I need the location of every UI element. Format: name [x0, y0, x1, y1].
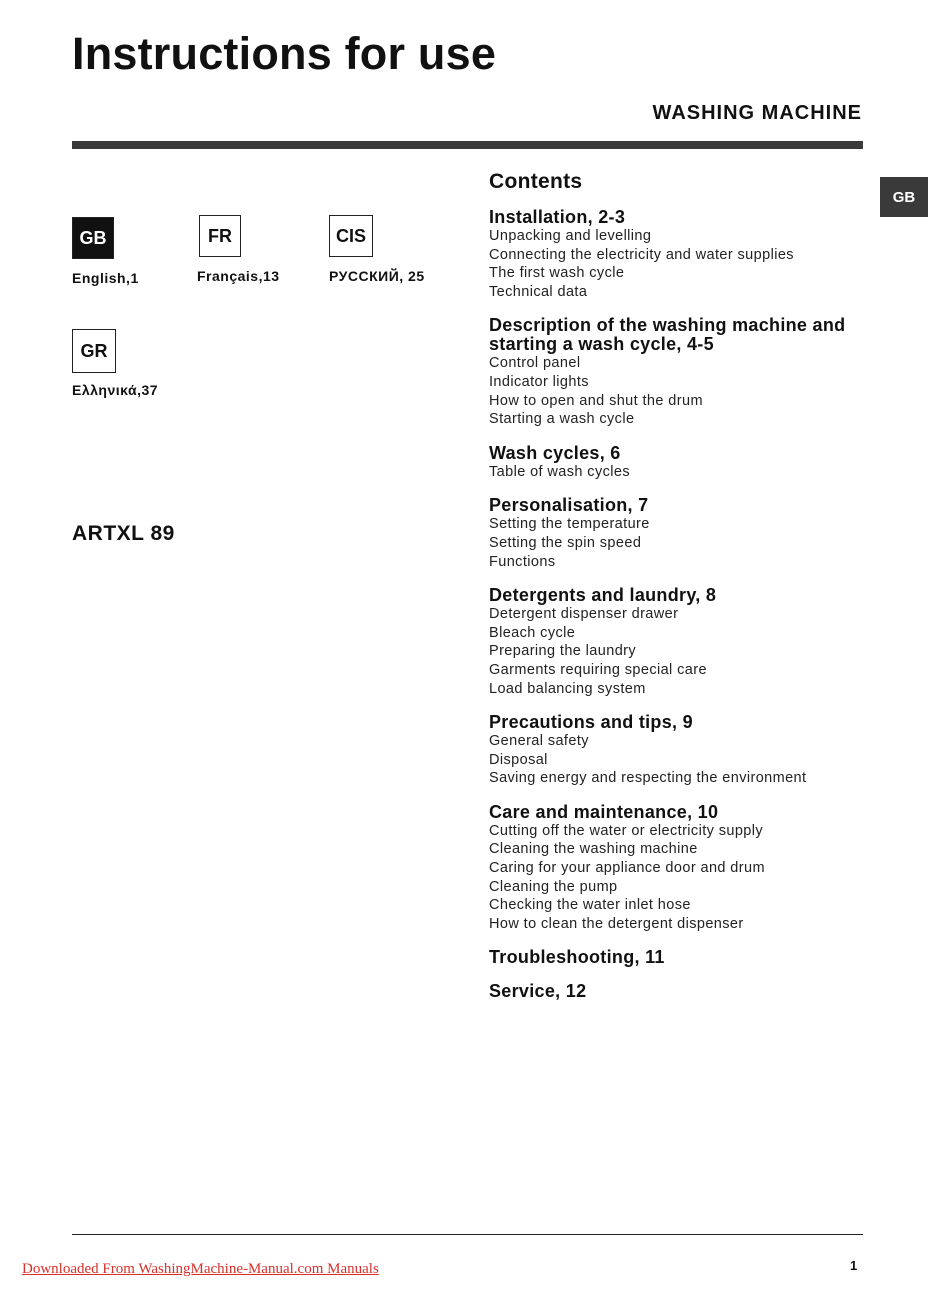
toc-item[interactable]: Bleach cycle: [489, 624, 576, 641]
page-title: Instructions for use: [72, 28, 497, 79]
toc-item[interactable]: General safety: [489, 733, 589, 750]
toc-item[interactable]: Setting the spin speed: [489, 534, 642, 551]
contents-heading: Contents: [489, 170, 583, 193]
toc-section-service: [489, 982, 869, 1001]
toc-item[interactable]: Setting the temperature: [489, 516, 650, 533]
toc-section-installation: [489, 208, 869, 301]
lang-box-gr[interactable]: GR: [72, 329, 116, 373]
lang-box-gb[interactable]: GB: [72, 217, 114, 259]
lang-box-cis[interactable]: CIS: [329, 215, 373, 257]
toc-item[interactable]: How to clean the detergent dispenser: [489, 915, 744, 932]
lang-label-gb: English,1: [72, 270, 139, 286]
lang-label-fr: Français,13: [197, 268, 280, 284]
toc-item[interactable]: Saving energy and respecting the environment: [489, 770, 807, 787]
toc-section-title[interactable]: Precautions and tips, 9: [489, 712, 693, 733]
document-subtitle: WASHING MACHINE: [652, 102, 862, 124]
toc-section-title[interactable]: Care and maintenance, 10: [489, 801, 719, 822]
toc-section-troubleshooting: [489, 948, 869, 967]
toc-section-title[interactable]: Wash cycles, 6: [489, 442, 621, 463]
toc-item[interactable]: Disposal: [489, 751, 548, 768]
toc-item[interactable]: Caring for your appliance door and drum: [489, 860, 765, 877]
table-of-contents: [489, 170, 869, 1016]
toc-item[interactable]: Cleaning the washing machine: [489, 841, 698, 858]
toc-item[interactable]: Starting a wash cycle: [489, 411, 635, 428]
toc-section-description: [489, 316, 869, 428]
toc-item[interactable]: Load balancing system: [489, 680, 646, 697]
toc-item[interactable]: Garments requiring special care: [489, 661, 707, 678]
toc-section-title[interactable]: Service, 12: [489, 981, 587, 1002]
footer-divider: [72, 1234, 863, 1235]
toc-section-precautions: [489, 713, 869, 788]
toc-item[interactable]: Preparing the laundry: [489, 643, 637, 660]
lang-label-gr: Ελληνικά,37: [72, 382, 159, 398]
toc-section-title[interactable]: Personalisation, 7: [489, 495, 649, 516]
toc-section-title[interactable]: Detergents and laundry, 8: [489, 585, 717, 606]
toc-item[interactable]: Detergent dispenser drawer: [489, 606, 679, 623]
toc-item[interactable]: Cutting off the water or electricity supply: [489, 822, 764, 839]
download-source-link[interactable]: Downloaded From WashingMachine-Manual.com Manuals: [22, 1261, 379, 1277]
toc-item[interactable]: Technical data: [489, 283, 588, 300]
page-number: 1: [850, 1258, 858, 1273]
toc-item[interactable]: Checking the water inlet hose: [489, 897, 691, 914]
toc-section-care: [489, 803, 869, 934]
toc-item[interactable]: How to open and shut the drum: [489, 392, 703, 409]
toc-item[interactable]: Unpacking and levelling: [489, 228, 652, 244]
model-number: ARTXL 89: [72, 522, 175, 545]
toc-item[interactable]: Indicator lights: [489, 373, 589, 390]
lang-box-fr[interactable]: FR: [199, 215, 241, 257]
toc-item[interactable]: Cleaning the pump: [489, 878, 618, 895]
toc-item[interactable]: Control panel: [489, 355, 581, 372]
toc-section-detergents: [489, 586, 869, 698]
lang-label-cis: РУССКИЙ, 25: [329, 268, 425, 284]
toc-section-title[interactable]: Installation, 2-3: [489, 207, 626, 227]
toc-item[interactable]: Functions: [489, 553, 556, 570]
toc-section-title[interactable]: Description of the washing machine and starting a wash cycle, 4-5: [489, 315, 846, 355]
toc-item[interactable]: Table of wash cycles: [489, 463, 630, 480]
toc-section-personalisation: [489, 496, 869, 571]
language-side-tab: GB: [880, 177, 928, 217]
toc-item[interactable]: Connecting the electricity and water supplies: [489, 246, 794, 263]
toc-section-title[interactable]: Troubleshooting, 11: [489, 947, 665, 968]
header-divider: [72, 141, 863, 149]
toc-section-wash-cycles: [489, 444, 869, 482]
toc-item[interactable]: The first wash cycle: [489, 265, 625, 282]
